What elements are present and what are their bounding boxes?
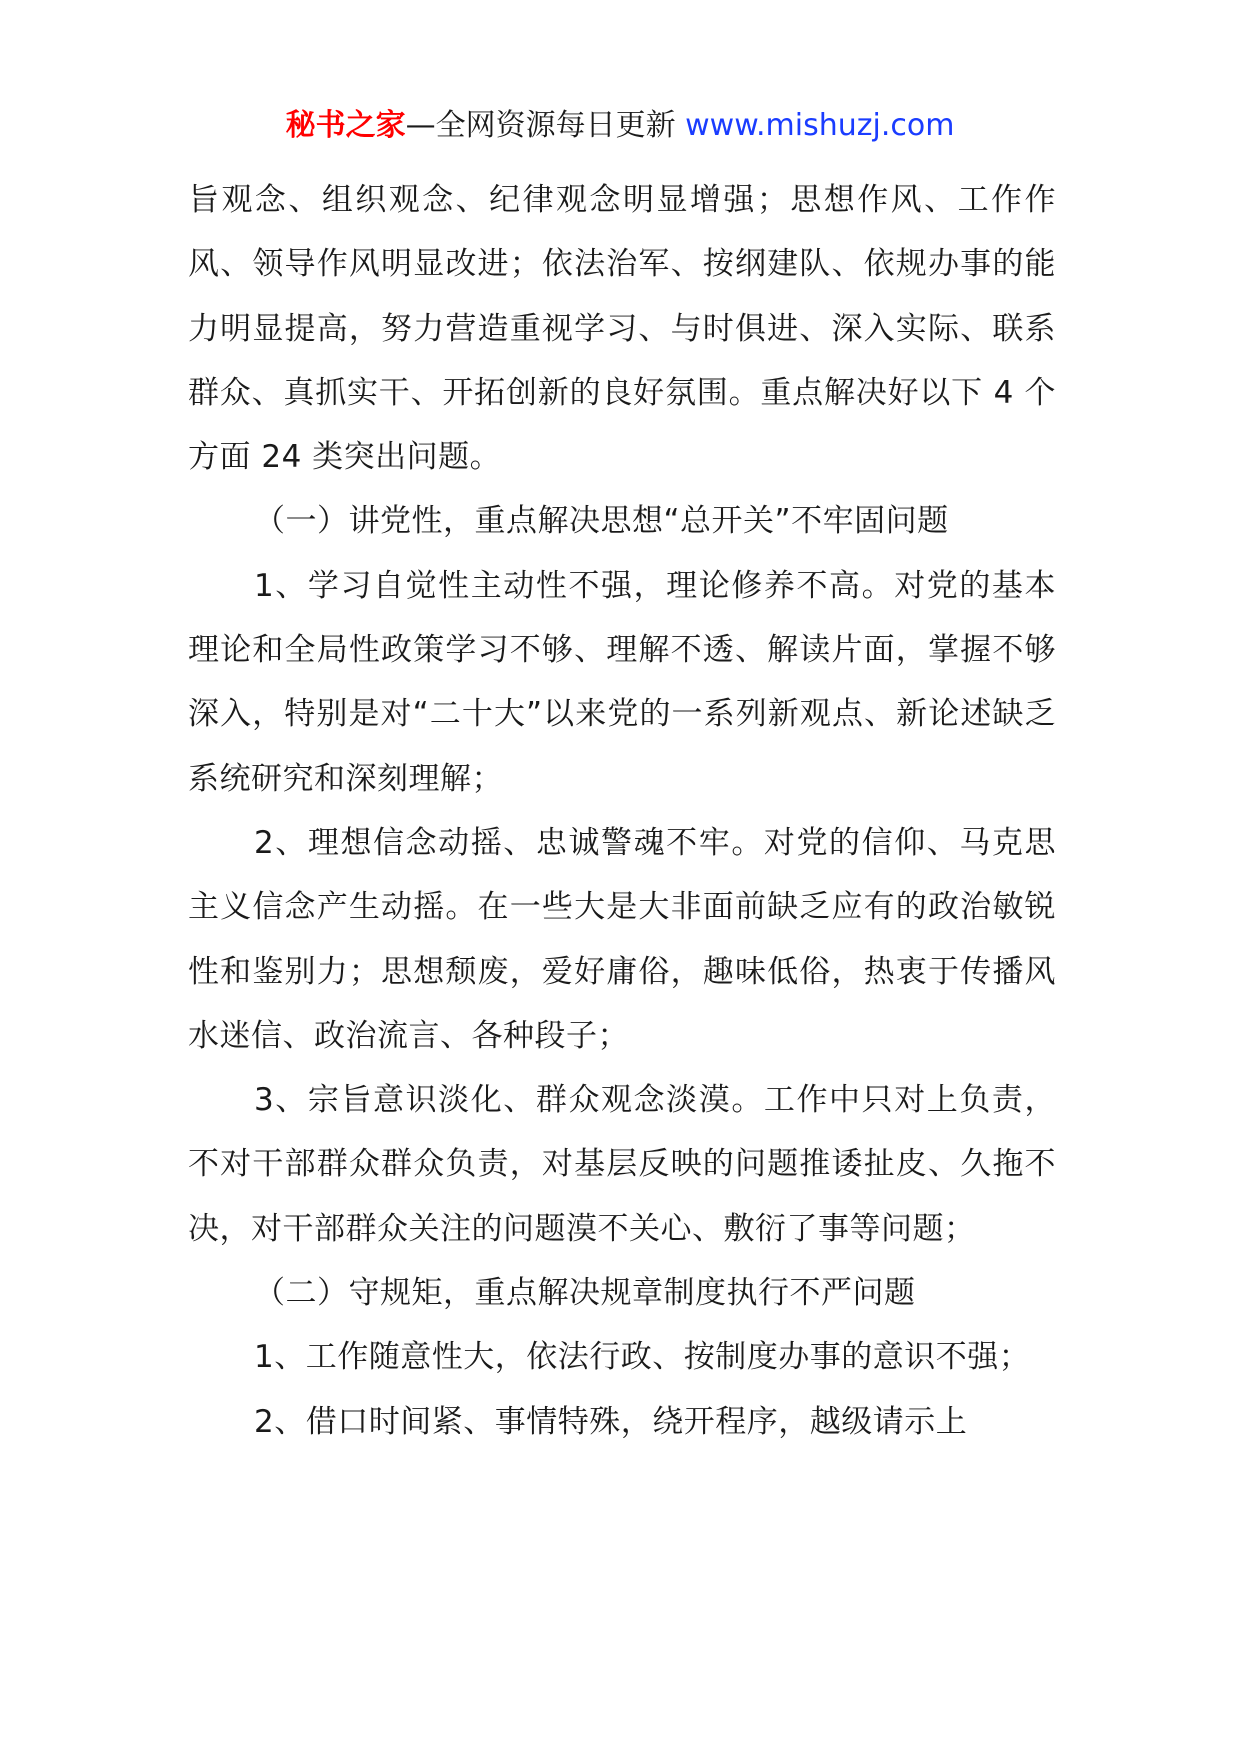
list-item: 2、借口时间紧、事情特殊，绕开程序，越级请示上 — [254, 1403, 968, 1440]
website-link[interactable]: www.mishuzj.com — [685, 108, 955, 143]
brand-name: 秘书之家 — [285, 108, 406, 143]
list-item: 3、宗旨意识淡化、群众观念淡漠。工作中只对上负责，不对干部群众群众负责，对基层反映的问题推诿扯皮、久拖不决，对干部群众关注的问题漠不关心、敷衍了事等问题； — [188, 1082, 1056, 1247]
list-item: 1、学习自觉性主动性不强，理论修养不高。对党的基本理论和全局性政策学习不够、理解不透、解读片面，掌握不够深入，特别是对“二十大”以来党的一系列新观点、新论述缺乏系统研究和深刻理解； — [188, 567, 1056, 797]
list-item: 2、理想信念动摇、忠诚警魂不牢。对党的信仰、马克思主义信念产生动摇。在一些大是大非面前缺乏应有的政治敏锐性和鉴别力；思想颓废，爱好庸俗，趣味低俗，热衷于传播风水迷信、政治流言、各种段子； — [188, 824, 1056, 1054]
page-header — [0, 104, 1240, 148]
list-item: 1、工作随意性大，依法行政、按制度办事的意识不强； — [254, 1339, 1031, 1376]
section-heading-1: （一）讲党性，重点解决思想“总开关”不牢固问题 — [254, 503, 949, 540]
header-slogan: —全网资源每日更新 — [405, 108, 686, 143]
paragraph-continuation: 旨观念、组织观念、纪律观念明显增强；思想作风、工作作风、领导作风明显改进；依法治军、按纲建队、依规办事的能力明显提高，努力营造重视学习、与时俱进、深入实际、联系群众、真抓实干、开拓创新的良好氛围。重点解决好以下 4 个方面 24 类突出问题。 — [188, 182, 1056, 476]
section-heading-2: （二）守规矩，重点解决规章制度执行不严问题 — [254, 1275, 916, 1312]
document-body — [188, 168, 1056, 1454]
